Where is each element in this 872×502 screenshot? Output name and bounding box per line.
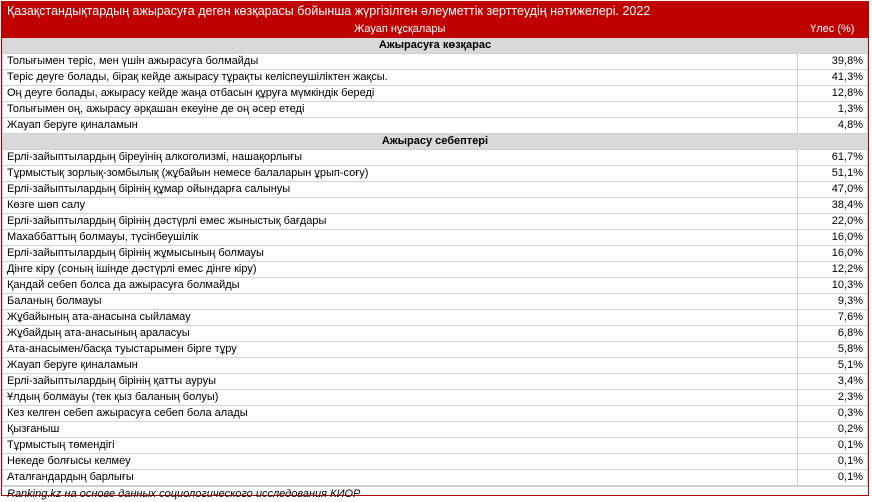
table-row: [3, 438, 868, 454]
row-label: Көзге шөп салу: [3, 198, 798, 214]
table-row: [3, 278, 868, 294]
source-note: Ranking.kz на основе данных социологического исследования КИОР: [2, 486, 868, 502]
row-value: 38,4%: [797, 198, 867, 214]
table-row: [3, 422, 868, 438]
row-value: 10,3%: [797, 278, 867, 294]
row-value: 0,1%: [797, 470, 867, 486]
row-label: Ерлі-зайыптылардың бірінің дәстүрлі емес жыныстық бағдары: [3, 214, 798, 230]
table-header-row: [3, 22, 868, 38]
section-heading: Ажырасу себептері: [3, 134, 868, 150]
header-answer-options: Жауап нұсқалары: [3, 22, 798, 38]
row-value: 0,1%: [797, 438, 867, 454]
row-value: 39,8%: [797, 54, 867, 70]
row-label: Жұбайының ата-анасына сыйламау: [3, 310, 798, 326]
table-row: [3, 230, 868, 246]
results-table: [2, 21, 868, 486]
report-title: Қазақстандықтардың ажырасуға деген көзқарасы бойынша жүргізілген әлеуметтік зерттеудің нәтижелері. 2022: [2, 2, 868, 21]
row-label: Некеде болғысы келмеу: [3, 454, 798, 470]
row-label: Қандай себеп болса да ажырасуға болмайды: [3, 278, 798, 294]
row-label: Толығымен оң, ажырасу әрқашан екеуіне де оң әсер етеді: [3, 102, 798, 118]
row-label: Ерлі-зайыптылардың бірінің құмар ойындарға салынуы: [3, 182, 798, 198]
report-frame: [1, 1, 869, 500]
row-label: Ата-анасымен/басқа туыстарымен бірге тұру: [3, 342, 798, 358]
row-value: 47,0%: [797, 182, 867, 198]
section-heading-row: [3, 134, 868, 150]
row-label: Теріс деуге болады, бірақ кейде ажырасу тұрақты келіспеушіліктен жақсы.: [3, 70, 798, 86]
row-value: 4,8%: [797, 118, 867, 134]
section-heading-row: [3, 38, 868, 54]
row-value: 3,4%: [797, 374, 867, 390]
row-value: 5,8%: [797, 342, 867, 358]
row-label: Тұрмыстың төмендігі: [3, 438, 798, 454]
row-label: Дінге кіру (соның ішінде дәстүрлі емес дінге кіру): [3, 262, 798, 278]
row-value: 61,7%: [797, 150, 867, 166]
table-row: [3, 102, 868, 118]
row-label: Ұлдың болмауы (тек қыз баланың болуы): [3, 390, 798, 406]
row-value: 0,1%: [797, 454, 867, 470]
row-value: 2,3%: [797, 390, 867, 406]
row-label: Жауап беруге қиналамын: [3, 118, 798, 134]
table-row: [3, 86, 868, 102]
table-row: [3, 326, 868, 342]
row-label: Тұрмыстық зорлық-зомбылық (жұбайын немесе балаларын ұрып-соғу): [3, 166, 798, 182]
row-value: 6,8%: [797, 326, 867, 342]
table-row: [3, 454, 868, 470]
table-row: [3, 406, 868, 422]
row-value: 16,0%: [797, 230, 867, 246]
table-row: [3, 374, 868, 390]
section-heading: Ажырасуға көзқарас: [3, 38, 868, 54]
row-value: 12,2%: [797, 262, 867, 278]
row-value: 22,0%: [797, 214, 867, 230]
row-label: Ерлі-зайыптылардың бірінің жұмысының болмауы: [3, 246, 798, 262]
row-label: Оң деуге болады, ажырасу кейде жаңа отбасын құруға мүмкіндік береді: [3, 86, 798, 102]
row-value: 0,3%: [797, 406, 867, 422]
table-body: [3, 38, 868, 486]
row-label: Аталғандардың барлығы: [3, 470, 798, 486]
table-row: [3, 294, 868, 310]
table-row: [3, 150, 868, 166]
table-row: [3, 198, 868, 214]
table-row: [3, 70, 868, 86]
row-label: Толығымен теріс, мен үшін ажырасуға болмайды: [3, 54, 798, 70]
row-value: 0,2%: [797, 422, 867, 438]
table-row: [3, 118, 868, 134]
table-row: [3, 214, 868, 230]
row-value: 12,8%: [797, 86, 867, 102]
table-row: [3, 310, 868, 326]
row-value: 1,3%: [797, 102, 867, 118]
row-value: 51,1%: [797, 166, 867, 182]
row-label: Кез келген себеп ажырасуға себеп бола алады: [3, 406, 798, 422]
row-label: Жауап беруге қиналамын: [3, 358, 798, 374]
row-label: Ерлі-зайыптылардың біреуінің алкоголизмі, нашақорлығы: [3, 150, 798, 166]
row-label: Баланың болмауы: [3, 294, 798, 310]
row-value: 7,6%: [797, 310, 867, 326]
table-row: [3, 358, 868, 374]
header-share-percent: Үлес (%): [797, 22, 867, 38]
row-label: Ерлі-зайыптылардың бірінің қатты ауруы: [3, 374, 798, 390]
row-label: Жұбайдың ата-анасының араласуы: [3, 326, 798, 342]
row-value: 16,0%: [797, 246, 867, 262]
table-row: [3, 470, 868, 486]
row-value: 41,3%: [797, 70, 867, 86]
row-label: Махаббаттың болмауы, түсінбеушілік: [3, 230, 798, 246]
table-row: [3, 54, 868, 70]
table-row: [3, 342, 868, 358]
table-row: [3, 246, 868, 262]
table-row: [3, 166, 868, 182]
row-value: 9,3%: [797, 294, 867, 310]
table-row: [3, 262, 868, 278]
table-row: [3, 182, 868, 198]
row-label: Қызғаныш: [3, 422, 798, 438]
table-row: [3, 390, 868, 406]
row-value: 5,1%: [797, 358, 867, 374]
